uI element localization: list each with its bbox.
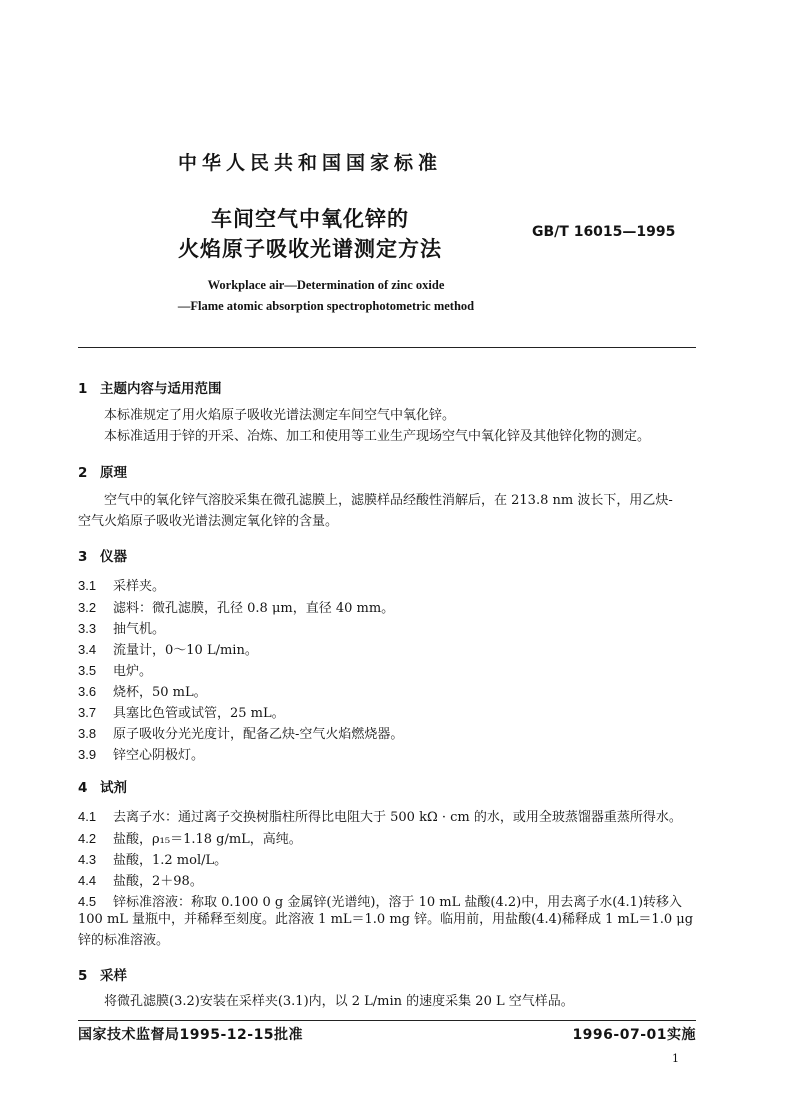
header-divider — [78, 347, 696, 348]
section-4-title: 试剂 — [100, 780, 127, 796]
title-zh-line-1: 车间空气中氧化锌的 — [211, 207, 409, 231]
section-5-title: 采样 — [100, 968, 127, 984]
approval-date: 国家技术监督局1995-12-15批准 — [78, 1027, 304, 1043]
reagent-item-4-5-line-1: 4.5 锌标准溶液：称取 0.100 0 g 金属锌(光谱纯)，溶于 10 mL 盐酸(4.2)中，用去离子水(4.1)转移入 — [78, 894, 683, 910]
reagent-item-4-5-line-3: 锌的标准溶液。 — [78, 933, 170, 948]
footer-divider — [78, 1020, 696, 1021]
standard-code: GB/T 16015—1995 — [532, 224, 676, 240]
page-number: 1 — [672, 1052, 679, 1065]
instrument-item-3-1: 3.1 采样夹。 — [78, 578, 166, 594]
instrument-item-3-3: 3.3 抽气机。 — [78, 621, 166, 637]
section-5-heading — [78, 964, 127, 984]
implementation-date: 1996-07-01实施 — [572, 1027, 696, 1043]
reagent-item-4-5-line-2: 100 mL 量瓶中，并稀释至刻度。此溶液 1 mL＝1.0 mg 锌。临用前，用盐酸(4.4)稀释成 1 mL＝1.0 μg — [78, 912, 694, 927]
reagent-item-4-4: 4.4 盐酸，2＋98。 — [78, 873, 203, 889]
title-en-line-1: Workplace air—Determination of zinc oxide — [207, 278, 445, 292]
instrument-item-3-8: 3.8 原子吸收分光光度计，配备乙炔-空气火焰燃烧器。 — [78, 726, 404, 742]
section-3-title: 仪器 — [100, 549, 127, 565]
section-5-number: 5 — [78, 968, 88, 984]
section-4-number: 4 — [78, 780, 88, 796]
section-2-paragraph-line-2: 空气火焰原子吸收光谱法测定氧化锌的含量。 — [78, 514, 339, 529]
section-1-paragraph-2: 本标准适用于锌的开采、冶炼、加工和使用等工业生产现场空气中氧化锌及其他锌化物的测定。 — [104, 429, 651, 444]
section-1-paragraph-1: 本标准规定了用火焰原子吸收光谱法测定车间空气中氧化锌。 — [104, 408, 456, 423]
section-2-number: 2 — [78, 465, 88, 481]
instrument-item-3-2: 3.2 滤料：微孔滤膜，孔径 0.8 μm，直径 40 mm。 — [78, 600, 395, 616]
title-zh-line-2: 火焰原子吸收光谱测定方法 — [178, 237, 442, 261]
instrument-item-3-7: 3.7 具塞比色管或试管，25 mL。 — [78, 705, 285, 721]
section-1-number: 1 — [78, 381, 88, 397]
reagent-item-4-1: 4.1 去离子水：通过离子交换树脂柱所得比电阻大于 500 kΩ · cm 的水，或用全玻蒸馏器重蒸所得水。 — [78, 809, 682, 825]
section-2-title: 原理 — [100, 465, 127, 481]
standard-name: 中华人民共和国国家标准 — [177, 152, 442, 174]
reagent-item-4-3: 4.3 盐酸，1.2 mol/L。 — [78, 852, 228, 868]
section-1-heading — [78, 377, 222, 397]
section-3-heading — [78, 545, 127, 565]
instrument-item-3-5: 3.5 电炉。 — [78, 663, 153, 679]
instrument-item-3-6: 3.6 烧杯，50 mL。 — [78, 684, 207, 700]
section-3-number: 3 — [78, 549, 88, 565]
section-1-title: 主题内容与适用范围 — [100, 381, 222, 397]
instrument-item-3-9: 3.9 锌空心阴极灯。 — [78, 747, 205, 763]
section-4-heading — [78, 776, 127, 796]
instrument-item-3-4: 3.4 流量计，0～10 L/min。 — [78, 642, 258, 658]
reagent-item-4-2: 4.2 盐酸，ρ₁₅＝1.18 g/mL，高纯。 — [78, 831, 302, 847]
section-5-paragraph: 将微孔滤膜(3.2)安装在采样夹(3.1)内，以 2 L/min 的速度采集 20 L 空气样品。 — [104, 994, 574, 1009]
section-2-paragraph-line-1: 空气中的氧化锌气溶胶采集在微孔滤膜上，滤膜样品经酸性消解后，在 213.8 nm 波长下，用乙炔- — [104, 493, 673, 508]
title-en-line-2: —Flame atomic absorption spectrophotometric method — [177, 299, 475, 313]
section-2-heading — [78, 461, 127, 481]
